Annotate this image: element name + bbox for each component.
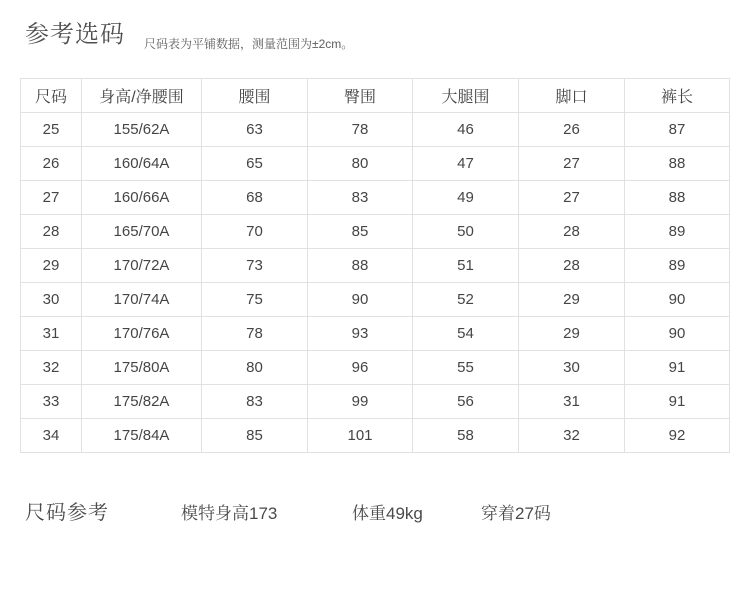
- column-header: 尺码: [21, 79, 82, 113]
- table-cell: 88: [308, 249, 413, 283]
- table-cell: 80: [308, 147, 413, 181]
- table-row: [21, 351, 730, 385]
- table-cell: 170/72A: [82, 249, 202, 283]
- table-cell: 27: [21, 181, 82, 215]
- table-cell: 89: [625, 215, 730, 249]
- table-cell: 93: [308, 317, 413, 351]
- table-cell: 34: [21, 419, 82, 453]
- page-subtitle: 尺码表为平铺数据，测量范围为±2cm。: [144, 37, 354, 51]
- model-weight-text: 体重49kg: [352, 504, 423, 523]
- page-title: 参考选码: [25, 21, 125, 48]
- table-cell: 78: [202, 317, 308, 351]
- size-table: [20, 78, 730, 453]
- table-cell: 27: [519, 147, 625, 181]
- column-header: 大腿围: [413, 79, 519, 113]
- table-cell: 29: [519, 283, 625, 317]
- table-cell: 75: [202, 283, 308, 317]
- table-cell: 92: [625, 419, 730, 453]
- table-cell: 175/82A: [82, 385, 202, 419]
- table-header-row: [21, 79, 730, 113]
- table-row: [21, 283, 730, 317]
- table-cell: 80: [202, 351, 308, 385]
- column-header: 臀围: [308, 79, 413, 113]
- table-cell: 31: [519, 385, 625, 419]
- size-table-header: [21, 79, 730, 113]
- table-cell: 30: [519, 351, 625, 385]
- table-cell: 47: [413, 147, 519, 181]
- table-cell: 32: [519, 419, 625, 453]
- table-cell: 29: [519, 317, 625, 351]
- table-row: [21, 181, 730, 215]
- table-cell: 78: [308, 113, 413, 147]
- column-header: 腰围: [202, 79, 308, 113]
- table-cell: 96: [308, 351, 413, 385]
- table-cell: 27: [519, 181, 625, 215]
- table-cell: 28: [21, 215, 82, 249]
- table-cell: 73: [202, 249, 308, 283]
- table-row: [21, 385, 730, 419]
- table-row: [21, 215, 730, 249]
- table-cell: 52: [413, 283, 519, 317]
- table-cell: 68: [202, 181, 308, 215]
- table-cell: 63: [202, 113, 308, 147]
- table-cell: 90: [625, 283, 730, 317]
- table-cell: 31: [21, 317, 82, 351]
- table-cell: 65: [202, 147, 308, 181]
- table-cell: 88: [625, 181, 730, 215]
- table-cell: 50: [413, 215, 519, 249]
- column-header: 裤长: [625, 79, 730, 113]
- table-row: [21, 419, 730, 453]
- model-height-text: 模特身高173: [181, 504, 278, 523]
- table-row: [21, 249, 730, 283]
- table-cell: 28: [519, 249, 625, 283]
- table-cell: 87: [625, 113, 730, 147]
- table-cell: 46: [413, 113, 519, 147]
- table-cell: 99: [308, 385, 413, 419]
- table-cell: 91: [625, 385, 730, 419]
- column-header: 身高/净腰围: [82, 79, 202, 113]
- table-cell: 58: [413, 419, 519, 453]
- table-cell: 55: [413, 351, 519, 385]
- table-cell: 90: [308, 283, 413, 317]
- table-cell: 85: [202, 419, 308, 453]
- table-cell: 83: [308, 181, 413, 215]
- table-cell: 26: [519, 113, 625, 147]
- table-row: [21, 113, 730, 147]
- table-row: [21, 317, 730, 351]
- table-cell: 56: [413, 385, 519, 419]
- size-table-body: [21, 113, 730, 453]
- table-cell: 26: [21, 147, 82, 181]
- table-cell: 160/64A: [82, 147, 202, 181]
- table-cell: 85: [308, 215, 413, 249]
- table-cell: 30: [21, 283, 82, 317]
- table-cell: 49: [413, 181, 519, 215]
- table-row: [21, 147, 730, 181]
- table-cell: 89: [625, 249, 730, 283]
- table-cell: 91: [625, 351, 730, 385]
- table-cell: 90: [625, 317, 730, 351]
- table-cell: 83: [202, 385, 308, 419]
- table-cell: 101: [308, 419, 413, 453]
- table-cell: 54: [413, 317, 519, 351]
- table-cell: 28: [519, 215, 625, 249]
- table-cell: 70: [202, 215, 308, 249]
- table-cell: 170/76A: [82, 317, 202, 351]
- model-wearing-size-text: 穿着27码: [481, 504, 551, 523]
- table-cell: 32: [21, 351, 82, 385]
- table-cell: 33: [21, 385, 82, 419]
- table-cell: 25: [21, 113, 82, 147]
- table-cell: 165/70A: [82, 215, 202, 249]
- size-reference-label: 尺码参考: [25, 502, 109, 524]
- table-cell: 175/80A: [82, 351, 202, 385]
- table-cell: 88: [625, 147, 730, 181]
- column-header: 脚口: [519, 79, 625, 113]
- table-cell: 155/62A: [82, 113, 202, 147]
- table-cell: 51: [413, 249, 519, 283]
- table-cell: 175/84A: [82, 419, 202, 453]
- table-cell: 170/74A: [82, 283, 202, 317]
- table-cell: 160/66A: [82, 181, 202, 215]
- table-cell: 29: [21, 249, 82, 283]
